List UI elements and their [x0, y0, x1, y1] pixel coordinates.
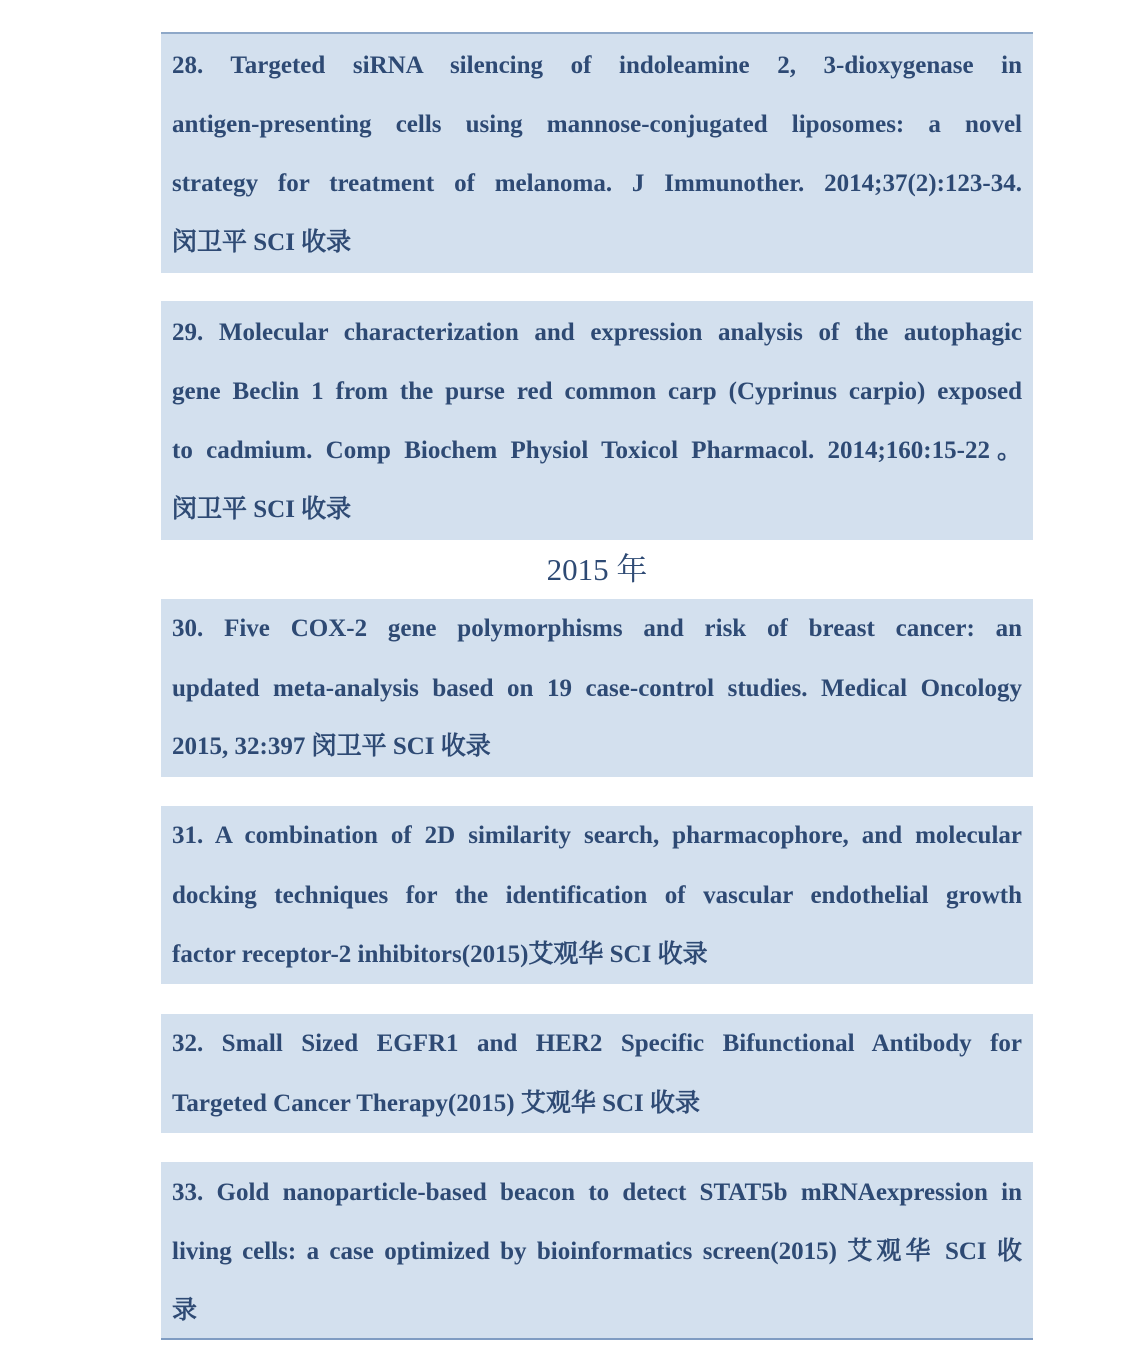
reference-entry-33: [161, 1162, 1033, 1339]
entry-line: antigen-presenting cells using mannose-conjugated liposomes: a novel: [172, 111, 1022, 138]
bottom-divider: [161, 1338, 1033, 1340]
reference-entry-30: [161, 599, 1033, 777]
entry-line: gene Beclin 1 from the purse red common carp (Cyprinus carpio) exposed: [172, 378, 1022, 405]
entry-line: 29. Molecular characterization and expression analysis of the autophagic: [172, 319, 1022, 346]
entry-line: docking techniques for the identification of vascular endothelial growth: [172, 882, 1022, 909]
entry-line: updated meta-analysis based on 19 case-control studies. Medical Oncology: [172, 675, 1022, 702]
reference-entry-28: [161, 34, 1033, 273]
entry-line: 33. Gold nanoparticle-based beacon to detect STAT5b mRNAexpression in: [172, 1179, 1022, 1206]
entry-line: to cadmium. Comp Biochem Physiol Toxicol Pharmacol. 2014;160:15-22。: [172, 437, 1022, 464]
entry-line: 录: [172, 1297, 198, 1324]
entry-line: 28. Targeted siRNA silencing of indoleamine 2, 3-dioxygenase in: [172, 52, 1022, 79]
entry-line: strategy for treatment of melanoma. J Immunother. 2014;37(2):123-34.: [172, 170, 1022, 197]
reference-entry-29: [161, 301, 1033, 540]
entry-line: Targeted Cancer Therapy(2015) 艾观华 SCI 收录: [172, 1090, 701, 1117]
entry-line: living cells: a case optimized by bioinformatics screen(2015) 艾观华 SCI 收: [172, 1238, 1022, 1265]
entry-line: 30. Five COX-2 gene polymorphisms and risk of breast cancer: an: [172, 615, 1022, 642]
entry-line: 31. A combination of 2D similarity search, pharmacophore, and molecular: [172, 822, 1022, 849]
reference-entry-32: [161, 1014, 1033, 1133]
reference-entry-31: [161, 806, 1033, 984]
entry-line: 2015, 32:397 闵卫平 SCI 收录: [172, 733, 491, 760]
entry-line: 闵卫平 SCI 收录: [172, 229, 352, 256]
year-heading: 2015 年: [546, 552, 648, 587]
entry-line: 32. Small Sized EGFR1 and HER2 Specific Bifunctional Antibody for: [172, 1030, 1022, 1057]
entry-line: 闵卫平 SCI 收录: [172, 496, 352, 523]
entry-line: factor receptor-2 inhibitors(2015)艾观华 SCI 收录: [172, 941, 708, 968]
